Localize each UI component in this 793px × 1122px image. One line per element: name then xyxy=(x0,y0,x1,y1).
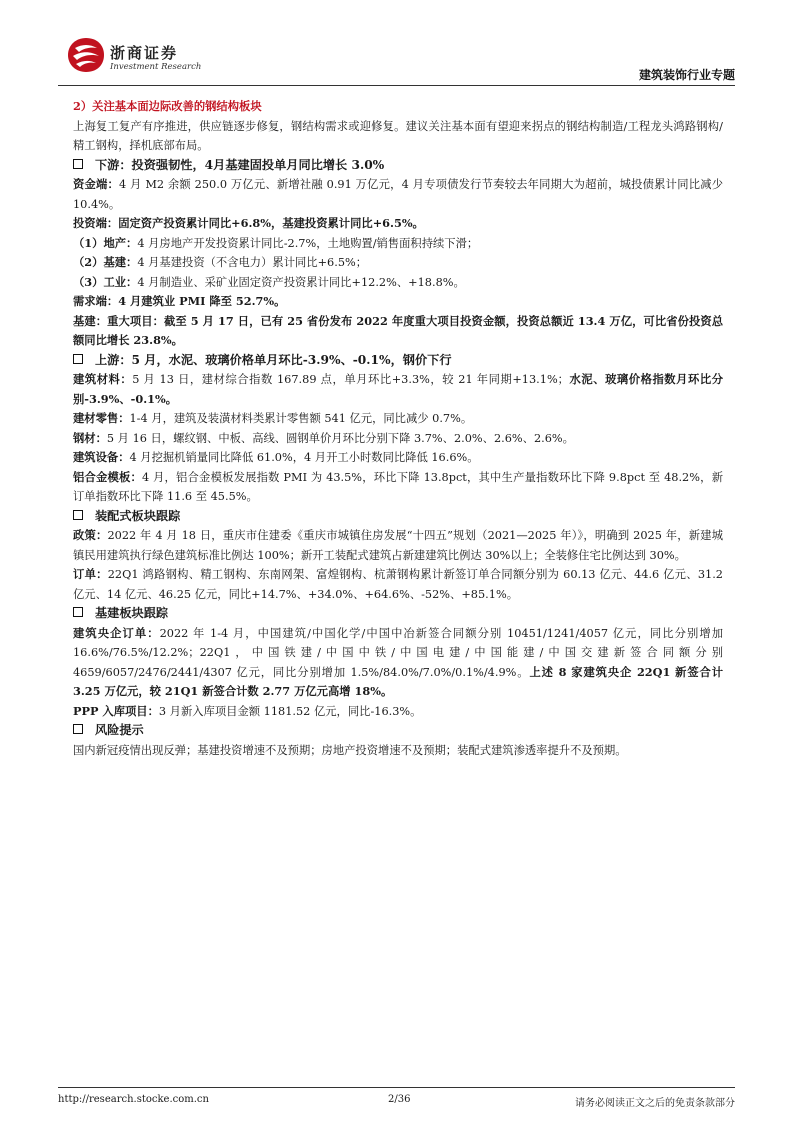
invest-item-realestate: （1）地产：4 月房地产开发投资累计同比-2.7%，土地购置/销售面积持续下滑； xyxy=(73,235,479,250)
equipment-paragraph: 建筑设备：4 月挖掘机销量同比降低 61.0%，4 月开工小时数同比降低 16.6%。 xyxy=(73,450,479,464)
risk-paragraph: 国内新冠疫情出现反弹；基建投资增速不及预期；房地产投资增速不及预期；装配式建筑渗透率提升不及预期。 xyxy=(73,743,627,757)
fund-paragraph: 资金端：4 月 M2 余额 250.0 万亿元、新增社融 0.91 万亿元，4 月专项债发行节奏较去年同期大为超前，城投债累计同比减少 10.4%。 xyxy=(73,177,723,211)
downstream-heading: 下游：投资强韧性，4月基建固投单月同比增长 3.0% xyxy=(73,156,723,176)
checkbox-bullet-icon xyxy=(73,724,83,734)
materials-paragraph: 建筑材料：5 月 13 日，建材综合指数 167.89 点，单月环比+3.3%，较 21 年同期+13.1%；水泥、玻璃价格指数月环比分别-3.9%、-0.1%。 xyxy=(73,372,723,406)
checkbox-bullet-icon xyxy=(73,159,83,169)
infra-track-heading: 基建板块跟踪 xyxy=(73,604,723,624)
footer-url[interactable]: http://research.stocke.com.cn xyxy=(58,1094,209,1105)
ppp-paragraph: PPP 入库项目：3 月新入库项目金额 1181.52 亿元，同比-16.3%。 xyxy=(73,703,422,718)
demand-paragraph: 需求端：4 月建筑业 PMI 降至 52.7%。 xyxy=(73,294,286,308)
company-name-en: Investment Research xyxy=(110,62,202,72)
aluminum-paragraph: 铝合金模板：4 月，铝合金模板发展指数 PMI 为 43.5%，环比下降 13.8pct，其中生产量指数环比下降 9.8pct 至 48.2%，新订单指数环比下降 11.6 至 45.5%。 xyxy=(73,469,723,503)
section-intro: 上海复工复产有序推进，供应链逐步修复，钢结构需求或迎修复。建议关注基本面有望迎来拐点的钢结构制造/工程龙头鸿路钢构/精工钢构，择机底部布局。 xyxy=(73,119,723,152)
checkbox-bullet-icon xyxy=(73,354,83,364)
invest-item-infra: （2）基建：4 月基建投资（不含电力）累计同比+6.5%； xyxy=(73,255,368,269)
steel-paragraph: 钢材：5 月 16 日，螺纹钢、中板、高线、圆钢单价月环比分别下降 3.7%、2.0%、2.6%、2.6%。 xyxy=(73,430,574,445)
company-logo-icon xyxy=(66,36,106,74)
retail-paragraph: 建材零售：1-4 月，建筑及装潢材料类累计零售额 541 亿元，同比减少 0.7%。 xyxy=(73,411,473,425)
page-number: 2/36 xyxy=(388,1094,411,1105)
policy-paragraph: 政策：2022 年 4 月 18 日，重庆市住建委《重庆市城镇住房发展“十四五”规划（2021—2025 年）》，明确到 2025 年，新建城镇民用建筑执行绿色建筑标准比例达 100%；新开工装配式建筑占新建建筑比例达 30%以上；全装修住宅比例达到 30%。 xyxy=(73,528,723,562)
page-header xyxy=(0,0,793,90)
infra-paragraph: 基建：重大项目：截至 5 月 17 日，已有 25 省份发布 2022 年度重大项目投资金额，投资总额近 13.4 万亿，可比省份投资总额同比增长 23.8%。 xyxy=(73,313,723,347)
invest-item-industry: （3）工业：4 月制造业、采矿业固定资产投资累计同比+12.2%、+18.8%。 xyxy=(73,274,465,289)
company-name-cn: 浙商证券 xyxy=(110,44,179,62)
document-type: 建筑装饰行业专题 xyxy=(638,68,735,82)
order-paragraph: 订单：22Q1 鸿路钢构、精工钢构、东南网架、富煌钢构、杭萧钢构累计新签订单合同额分别为 60.13 亿元、44.6 亿元、31.2 亿元、14 亿元、46.25 亿元，同比+14.7%、+34.0%、+64.6%、-52%、+85.1%。 xyxy=(73,567,723,601)
footer-rule xyxy=(58,1087,735,1088)
invest-paragraph: 投资端：固定资产投资累计同比+6.8%，基建投资累计同比+6.5%。 xyxy=(73,216,424,230)
prefab-heading: 装配式板块跟踪 xyxy=(73,507,723,527)
header-rule xyxy=(58,85,735,86)
checkbox-bullet-icon xyxy=(73,510,83,520)
footer-disclaimer: 请务必阅读正文之后的免责条款部分 xyxy=(575,1098,735,1109)
checkbox-bullet-icon xyxy=(73,607,83,617)
section-title: 2）关注基本面边际改善的钢结构板块 xyxy=(73,99,262,113)
upstream-heading: 上游：5 月，水泥、玻璃价格单月环比-3.9%、-0.1%，钢价下行 xyxy=(73,351,723,371)
soe-paragraph: 建筑央企订单：2022 年 1-4 月，中国建筑/中国化学/中国中冶新签合同额分别 10451/1241/4057 亿元，同比分别增加 16.6%/76.5%/12.2%；22Q1，中国铁建/中国中铁/中国电建/中国能建/中国交建新签合同额分别 4659/6057/2476/2441/4307 亿元，同比分别增加 1.5%/84.0%/7.0%/0.1%/4.9%。上述 8 家建筑央企 22Q1 新签合计 3.25 万亿元，较 21Q1 新签合计数 2.77 万亿元高增 18%。 xyxy=(73,625,723,698)
main-content xyxy=(73,97,723,760)
risk-heading: 风险提示 xyxy=(73,721,723,741)
